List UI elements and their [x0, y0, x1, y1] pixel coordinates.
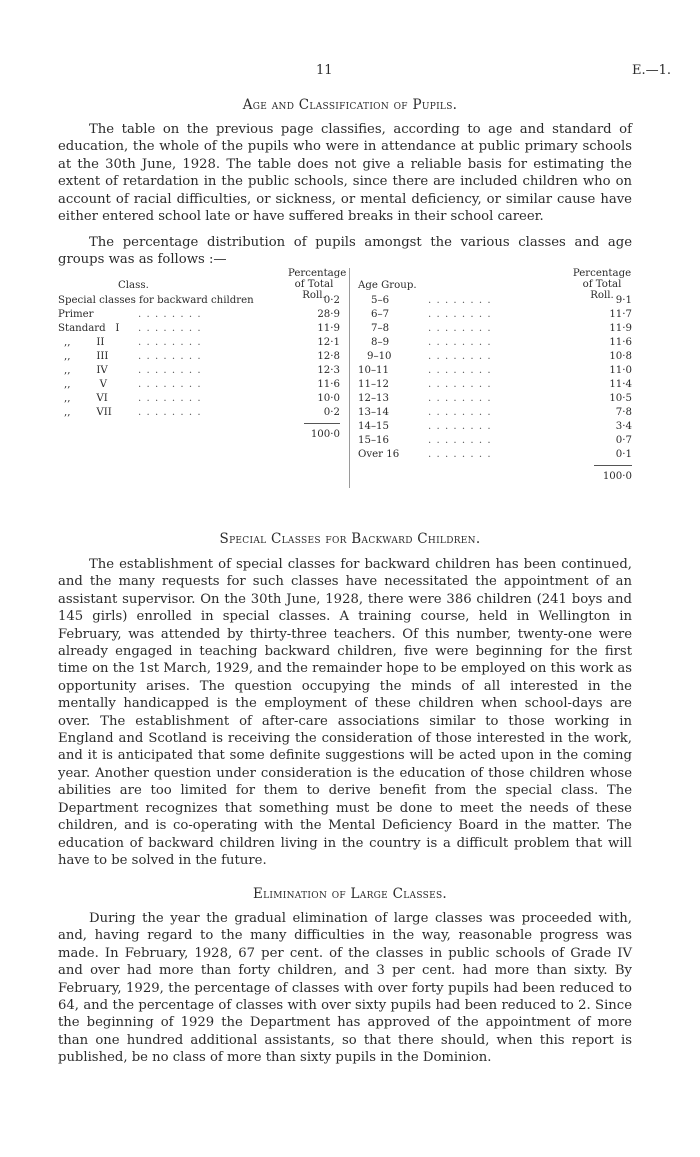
- age-row-label: 14–15: [358, 421, 390, 432]
- age-row-value: 11·0: [609, 365, 632, 376]
- header-age-group: Age Group.: [358, 280, 417, 291]
- leader-dots: . . . . . . . .: [428, 365, 492, 376]
- leader-dots: . . . . . . . .: [428, 295, 492, 306]
- leader-dots: . . . . . . . .: [138, 337, 202, 348]
- age-row-value: 3·4: [615, 421, 632, 432]
- class-row-label: ,, II: [64, 337, 105, 348]
- leader-dots: . . . . . . . .: [428, 435, 492, 446]
- age-row-label: 9–10: [367, 351, 392, 362]
- age-total: 100·0: [602, 471, 632, 482]
- class-row-label: Special classes for backward children: [58, 295, 254, 306]
- header-class-percentage: Percentage of Total Roll.: [288, 268, 347, 301]
- age-total-rule: [594, 465, 632, 466]
- class-row-label: Primer: [58, 309, 94, 320]
- class-row-value: 11·6: [317, 379, 340, 390]
- leader-dots: . . . . . . . .: [138, 393, 202, 404]
- leader-dots: . . . . . . . .: [138, 407, 202, 418]
- class-row-label: ,, VI: [64, 393, 108, 404]
- paragraph-percentage-intro: The percentage distribution of pupils amongst the various classes and age groups was as follows :—: [58, 235, 632, 268]
- leader-dots: . . . . . . . .: [428, 407, 492, 418]
- section-heading-special-classes: Special Classes for Backward Children.: [219, 531, 481, 547]
- age-row-label: 12–13: [358, 393, 390, 404]
- age-row-value: 0·1: [615, 449, 632, 460]
- age-row-label: 11–12: [358, 379, 390, 390]
- paragraph-special-classes: The establishment of special classes for backward children has been continued, and the many requests for such classes have necessitated the appointment of an assistant supervisor. On the 30th June, 1928, there were 386 children (241 boys and 145 girls) enrolled in special classes. A training course, held in Wellington in February, was attended by thirty-three teachers. Of this number, twenty-one were already engaged in teaching backward children, five were beginning for the first time on the 1st March, 1929, and the remainder hope to be employed on this work as opportunity arises. The question occupying the minds of all interested in the mentally handicapped is the employment of these children when school-days are over. The establishment of after-care associations similar to those working in England and Scotland is receiving the consideration of those interested in the work, and it is anticipated that some definite suggestions will be acted upon in the coming year. Another question under consideration is the education of those children whose abilities are too limited for them to derive benefit from the special class. The Department recognizes that something must be done to meet the needs of these children, and is co-operating with the Mental Deficiency Board in the matter. The education of backward children living in the country is a difficult problem that will have to be solved in the future.: [58, 557, 632, 868]
- page-number: 11: [316, 63, 333, 78]
- age-row-label: 13–14: [358, 407, 390, 418]
- percentage-distribution-table: [58, 268, 634, 488]
- age-row-label: 15–16: [358, 435, 390, 446]
- paragraph-elimination: During the year the gradual elimination of large classes was proceeded with, and, having regard to the many difficulties in the way, reasonable progress was made. In February, 1928, 67 per cent. of the classes in public schools of Grade IV and over had more than forty children, and 3 per cent. had more than sixty. By February, 1929, the percentage of classes with over forty pupils had been reduced to 64, and the percentage of classes with over sixty pupils had been reduced to 2. Since the beginning of 1929 the Department has approved of the appointment of more than one hundred additional assistants, so that there should, when this report is published, be no class of more than sixty pupils in the Dominion.: [58, 911, 632, 1066]
- class-row-value: 12·1: [317, 337, 340, 348]
- age-row-label: Over 16: [358, 449, 400, 460]
- age-row-value: 11·9: [609, 323, 632, 334]
- class-row-value: 28·9: [317, 309, 340, 320]
- age-row-label: 8–9: [371, 337, 390, 348]
- leader-dots: . . . . . . . .: [428, 323, 492, 334]
- header-age-percentage: Percentage of Total Roll.: [572, 268, 632, 301]
- leader-dots: . . . . . . . .: [428, 309, 492, 320]
- class-row-label: ,, V: [64, 379, 107, 390]
- age-row-value: 9·1: [615, 295, 632, 306]
- section-heading-age-classification: Age and Classification of Pupils.: [242, 97, 458, 113]
- class-row-value: 11·9: [317, 323, 340, 334]
- class-row-label: ,, III: [64, 351, 109, 362]
- age-row-label: 6–7: [371, 309, 390, 320]
- age-row-label: 7–8: [371, 323, 390, 334]
- age-row-value: 7·8: [615, 407, 632, 418]
- class-row-value: 0·2: [323, 295, 340, 306]
- class-row-value: 0·2: [323, 407, 340, 418]
- age-row-label: 5–6: [371, 295, 390, 306]
- leader-dots: . . . . . . . .: [428, 379, 492, 390]
- age-row-label: 10–11: [358, 365, 390, 376]
- header-class: Class.: [118, 280, 149, 291]
- section-heading-elimination: Elimination of Large Classes.: [252, 886, 448, 902]
- class-row-value: 12·8: [317, 351, 340, 362]
- class-total-rule: [304, 423, 340, 424]
- leader-dots: . . . . . . . .: [428, 337, 492, 348]
- leader-dots: . . . . . . . .: [138, 351, 202, 362]
- class-row-label: ,, IV: [64, 365, 108, 376]
- leader-dots: . . . . . . . .: [138, 309, 202, 320]
- age-row-value: 11·4: [609, 379, 632, 390]
- leader-dots: . . . . . . . .: [428, 449, 492, 460]
- class-row-label: ,, VII: [64, 407, 112, 418]
- leader-dots: . . . . . . . .: [138, 379, 202, 390]
- age-row-value: 0·7: [615, 435, 632, 446]
- age-row-value: 11·7: [609, 309, 632, 320]
- age-row-value: 11·6: [609, 337, 632, 348]
- class-row-value: 10·0: [317, 393, 340, 404]
- column-divider: [349, 268, 350, 488]
- leader-dots: . . . . . . . .: [428, 393, 492, 404]
- class-row-label: Standard I: [58, 323, 120, 334]
- leader-dots: . . . . . . . .: [138, 365, 202, 376]
- class-row-value: 12·3: [317, 365, 340, 376]
- leader-dots: . . . . . . . .: [428, 421, 492, 432]
- age-row-value: 10·8: [609, 351, 632, 362]
- class-total: 100·0: [310, 429, 340, 440]
- leader-dots: . . . . . . . .: [138, 323, 202, 334]
- page-reference: E.—1.: [632, 63, 672, 78]
- paragraph-age-classification: The table on the previous page classifies, according to age and standard of education, the whole of the pupils who were in attendance at public primary schools at the 30th June, 1928. The table does not give a reliable basis for estimating the extent of retardation in the public schools, since there are included children who on account of racial difficulties, or sickness, or mental deficiency, or similar cause have either entered school late or have suffered breaks in their school career.: [58, 122, 632, 225]
- age-row-value: 10·5: [609, 393, 632, 404]
- leader-dots: . . . . . . . .: [428, 351, 492, 362]
